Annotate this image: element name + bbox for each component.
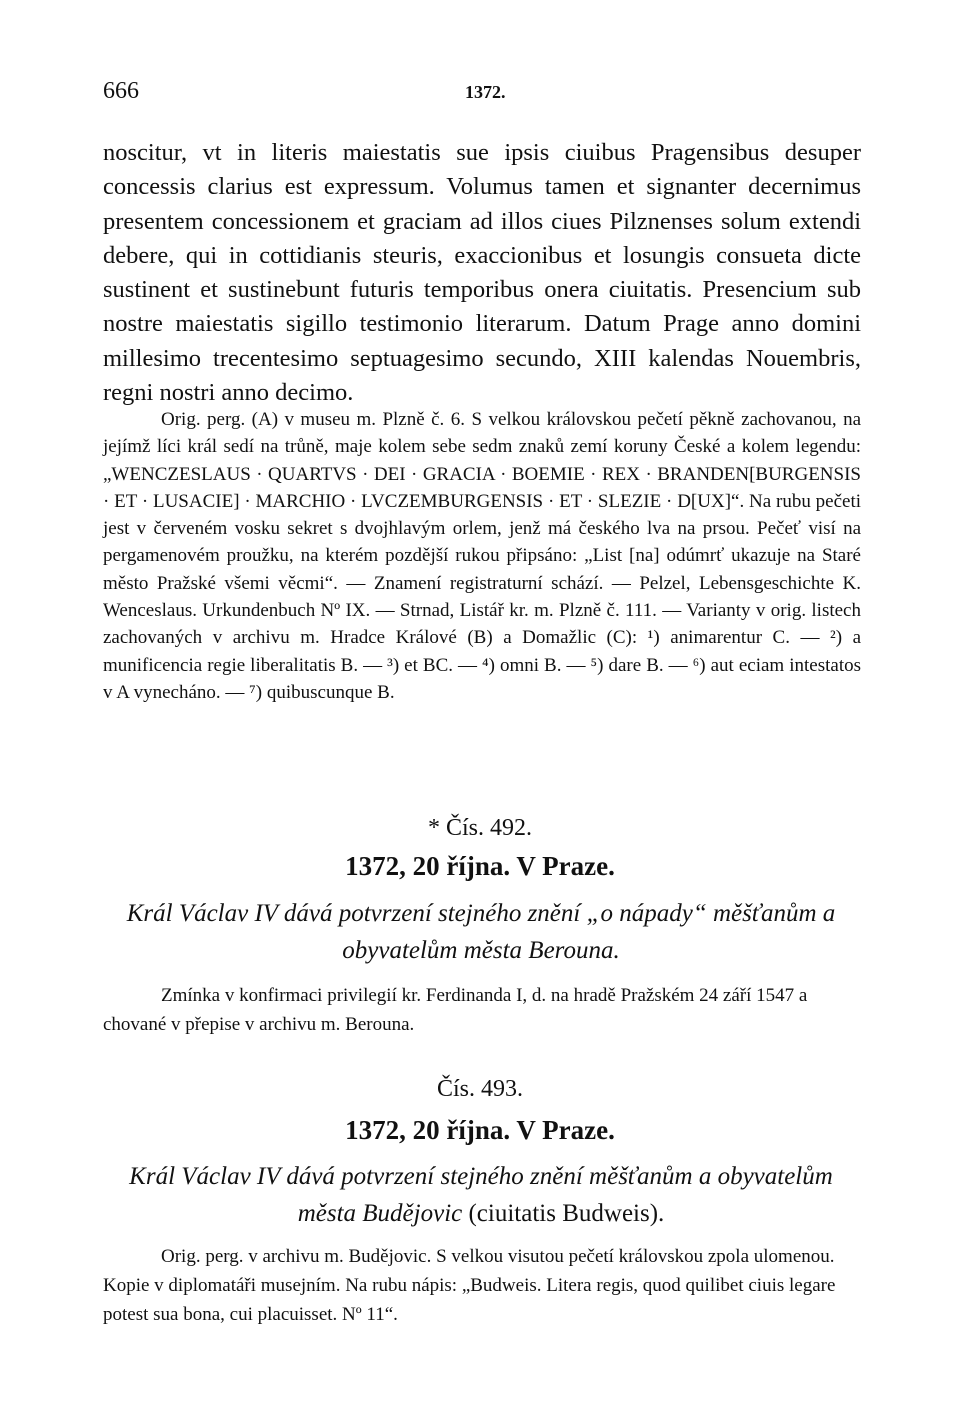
page-number: 666 bbox=[103, 78, 139, 104]
regest-492: Král Václav IV dává potvrzení stejného znění „o nápady“ měšťanům a obyvatelům města Berouna. bbox=[126, 900, 836, 964]
document-number-493: Čís. 493. bbox=[436, 1076, 523, 1102]
document-date-heading-492: 1372, 20 října. V Praze. bbox=[345, 851, 615, 881]
page-header bbox=[103, 78, 863, 112]
commentary-note-491: Orig. perg. (A) v museu m. Plzně č. 6. S velkou královskou pečetí pěkně zachovanou, na jejímž líci král sedí na trůně, maje kolem sebe sedm znaků zemí koruny České a kolem legendu: „WENCZESLAUS · QUARTVS · DEI · GRACIA · BOEMIE · REX · BRANDEN[BURGENSIS · ET · LUSACIE] · MARCHIO · LVCZEMBURGENSIS · ET · SLEZIE · D[UX]“. Na rubu pečeti jest v červeném vosku sekret s dvojhlavým orlem, jenž má českého lva na prsou. Pečeť visí na pergamenovém proužku, na kterém pozdější rukou připsáno: „List [na] odúmrť ukazuje na Staré město Pražské všemi věcmi“. — Znamení registraturní schází. — Pelzel, Lebensgeschichte K. Wenceslaus. Urkundenbuch Nº IX. — Strnad, Listář kr. m. Plzně č. 111. — Varianty v orig. listech zachovaných v archivu m. Hradce Králové (B) a Domažlic (C): ¹) animarentur C. — ²) a munificencia regie liberalitatis B. — ³) et BC. — ⁴) omni B. — ⁵) dare B. — ⁶) aut eciam intestatos v A vynecháno. — ⁷) quibuscunque B. bbox=[103, 409, 861, 703]
regest-493-latin: (ciuitatis Budweis). bbox=[462, 1200, 665, 1227]
charter-text: noscitur, vt in literis maiestatis sue ipsis ciuibus Pragensibus desuper concessis clarius est expressum. Volumus tamen et signanter decernimus presentem concessionem et graciam ad illos ciues Pilznenses solum extendi debere, qui in cottidianis steuris, exaccionibus et losungis consueta dicte sustinent et sustinebunt futuris temporibus onera ciuitatis. Presencium sub nostre maiestatis sigillo testimonio literarum. Datum Prage anno domini millesimo trecentesimo septuagesimo secundo, XIII kalendas Nouembris, regni nostri anno decimo. bbox=[103, 139, 861, 407]
document-number-492: * Čís. 492. bbox=[427, 815, 532, 841]
commentary-note-493: Orig. perg. v archivu m. Budějovic. S velkou visutou pečetí královskou zpola ulomenou. Kopie v diplomatáři musejním. Na rubu nápis: „Budweis. Litera regis, quod quilibet ciuis legare potest sua bona, cui placuisset. Nº 11“. bbox=[103, 1246, 836, 1325]
commentary-note-492: Zmínka v konfirmaci privilegií kr. Ferdinanda I, d. na hradě Pražském 24 září 1547 a chované v přepise v archivu m. Berouna. bbox=[103, 985, 808, 1035]
regest-493-italic: Král Václav IV dává potvrzení stejného znění měšťanům a obyvatelům města Budějovic bbox=[129, 1163, 833, 1227]
document-date-heading-493: 1372, 20 října. V Praze. bbox=[345, 1115, 615, 1145]
running-head-year: 1372. bbox=[465, 82, 506, 102]
regest-493 bbox=[100, 1158, 862, 1232]
